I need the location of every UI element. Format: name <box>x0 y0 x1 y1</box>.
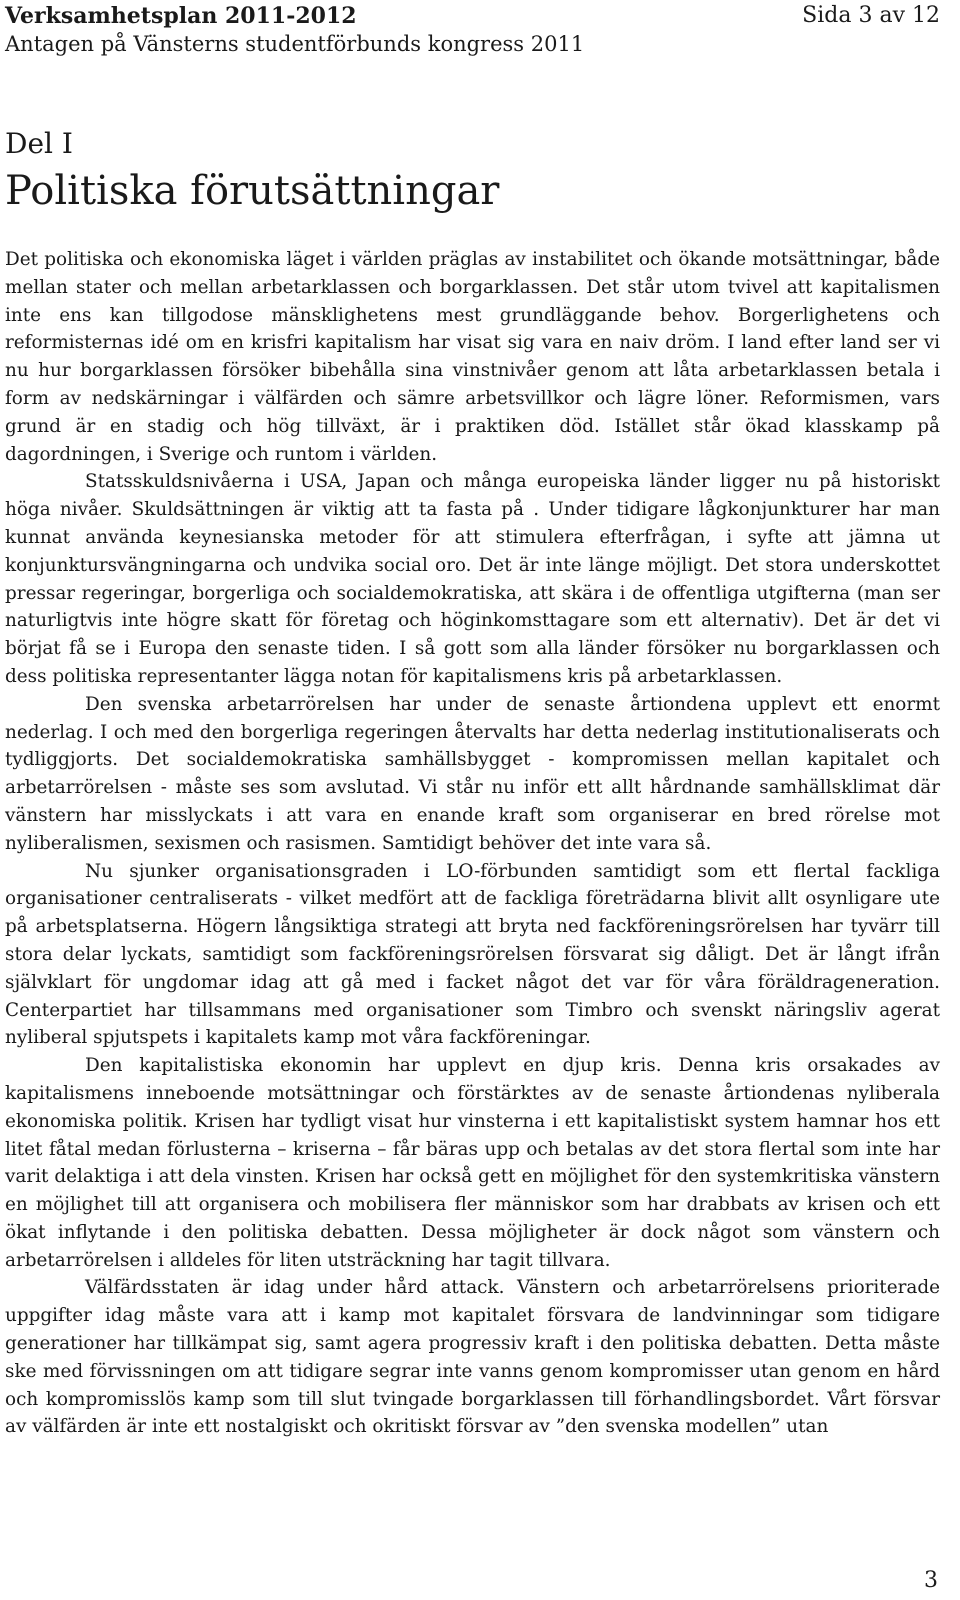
paragraph: Statsskuldsnivåerna i USA, Japan och många europeiska länder ligger nu på historiskt höga nivåer. Skuldsättningen är viktig att ta fasta på . Under tidigare lågkonjunkturer har man kunnat använda keynesianska metoder för att stimulera efterfrågan, i syfte att jämna ut konjunktursvängningarna och undvika social oro. Det är inte länge möjligt. Det stora underskottet pressar regeringar, borgerliga och socialdemokratiska, att skära i de offentliga utgifterna (man ser naturligtvis inte högre skatt för företag och höginkomsttagare som ett alternativ). Det är det vi börjat få se i Europa den senaste tiden. I så gott som alla länder försöker nu borgarklassen och dess politiska representanter lägga notan för kapitalismens kris på arbetarklassen. <box>5 471 940 687</box>
body-text <box>5 246 940 1441</box>
page-number: 3 <box>924 1568 938 1593</box>
paragraph: Det politiska och ekonomiska läget i världen präglas av instabilitet och ökande motsättningar, både mellan stater och mellan arbetarklassen och borgarklassen. Det står utom tvivel att kapitalismen inte ens kan tillgodose mänsklighetens mest grundläggande behov. Borgerlighetens och reformisternas idé om en krisfri kapitalism har visat sig vara en naiv dröm. I land efter land ser vi nu hur borgarklassen försöker bibehålla sina vinstnivåer genom att låta arbetarklassen betala i form av nedskärningar i välfärden och sämre arbetsvillkor och lägre löner. Reformismen, vars grund är en stadig och hög tillväxt, är i praktiken död. Istället står ökad klasskamp på dagordningen, i Sverige och runtom i världen. <box>5 249 940 465</box>
page-header <box>5 2 940 58</box>
paragraph: Välfärdsstaten är idag under hård attack. Vänstern och arbetarrörelsens prioriterade uppgifter idag måste vara att i kamp mot kapitalet försvara de landvinningar som tidigare generationer har tillkämpat sig, samt agera progressiv kraft i den politiska debatten. Detta måste ske med förvissningen om att tidigare segrar inte vanns genom kompromisser utan genom en hård och kompromisslös kamp som till slut tvingade borgarklassen till förhandlingsbordet. Vårt försvar av välfärden är inte ett nostalgiskt och okritiskt försvar av ”den svenska modellen” utan <box>5 1277 940 1438</box>
part-label: Del I <box>5 127 73 160</box>
paragraph: Den svenska arbetarrörelsen har under de senaste årtiondena upplevt ett enormt nederlag. I och med den borgerliga regeringen återvalts har detta nederlag institutionaliserats och tydliggjorts. Det socialdemokratiska samhällsbygget - kompromissen mellan kapitalet och arbetarrörelsen - måste ses som avslutad. Vi står nu inför ett allt hårdnande samhällsklimat där vänstern har misslyckats i att vara en enande kraft som organiserar en bred rörelse mot nyliberalismen, sexismen och rasismen. Samtidigt behöver det inte vara så. <box>5 693 940 854</box>
paragraph: Nu sjunker organisationsgraden i LO-förbunden samtidigt som ett flertal fackliga organisationer centraliserats - vilket medfört att de fackliga företrädarna blivit allt osynligare ute på arbetsplatserna. Högern långsiktiga strategi att bryta ned fackföreningsrörelsen har tyvärr till stora delar lyckats, samtidigt som fackföreningsrörelsen försvarat sig dåligt. Det är långt ifrån självklart för ungdomar idag att gå med i facket något det var för våra föräldrageneration. Centerpartiet har tillsammans med organisationer som Timbro och svenskt näringsliv agerat nyliberal spjutspets i kapitalets kamp mot våra fackföreningar. <box>5 860 940 1049</box>
paragraph: Den kapitalistiska ekonomin har upplevt en djup kris. Denna kris orsakades av kapitalismens inneboende motsättningar och förstärktes av de senaste årtiondenas nyliberala ekonomiska politik. Krisen har tydligt visat hur vinsterna i ett kapitalistiskt system hamnar hos ett litet fåtal medan förlusterna – kriserna – får bäras upp och betalas av det stora flertal som inte har varit delaktiga i att dela vinsten. Krisen har också gett en möjlighet för den systemkritiska vänstern en möjlighet till att organisera och mobilisera fler människor som har drabbats av krisen och ett ökat inflytande i den politiska debatten. Dessa möjligheter är dock något som vänstern och arbetarrörelsen i alldeles för liten utsträckning har tagit tillvara. <box>5 1055 940 1271</box>
page-indicator: Sida 3 av 12 <box>802 3 940 28</box>
document-title: Verksamhetsplan 2011-2012 <box>5 3 357 29</box>
document-subtitle: Antagen på Vänsterns studentförbunds kongress 2011 <box>5 32 585 56</box>
section-title: Politiska förutsättningar <box>5 168 500 214</box>
